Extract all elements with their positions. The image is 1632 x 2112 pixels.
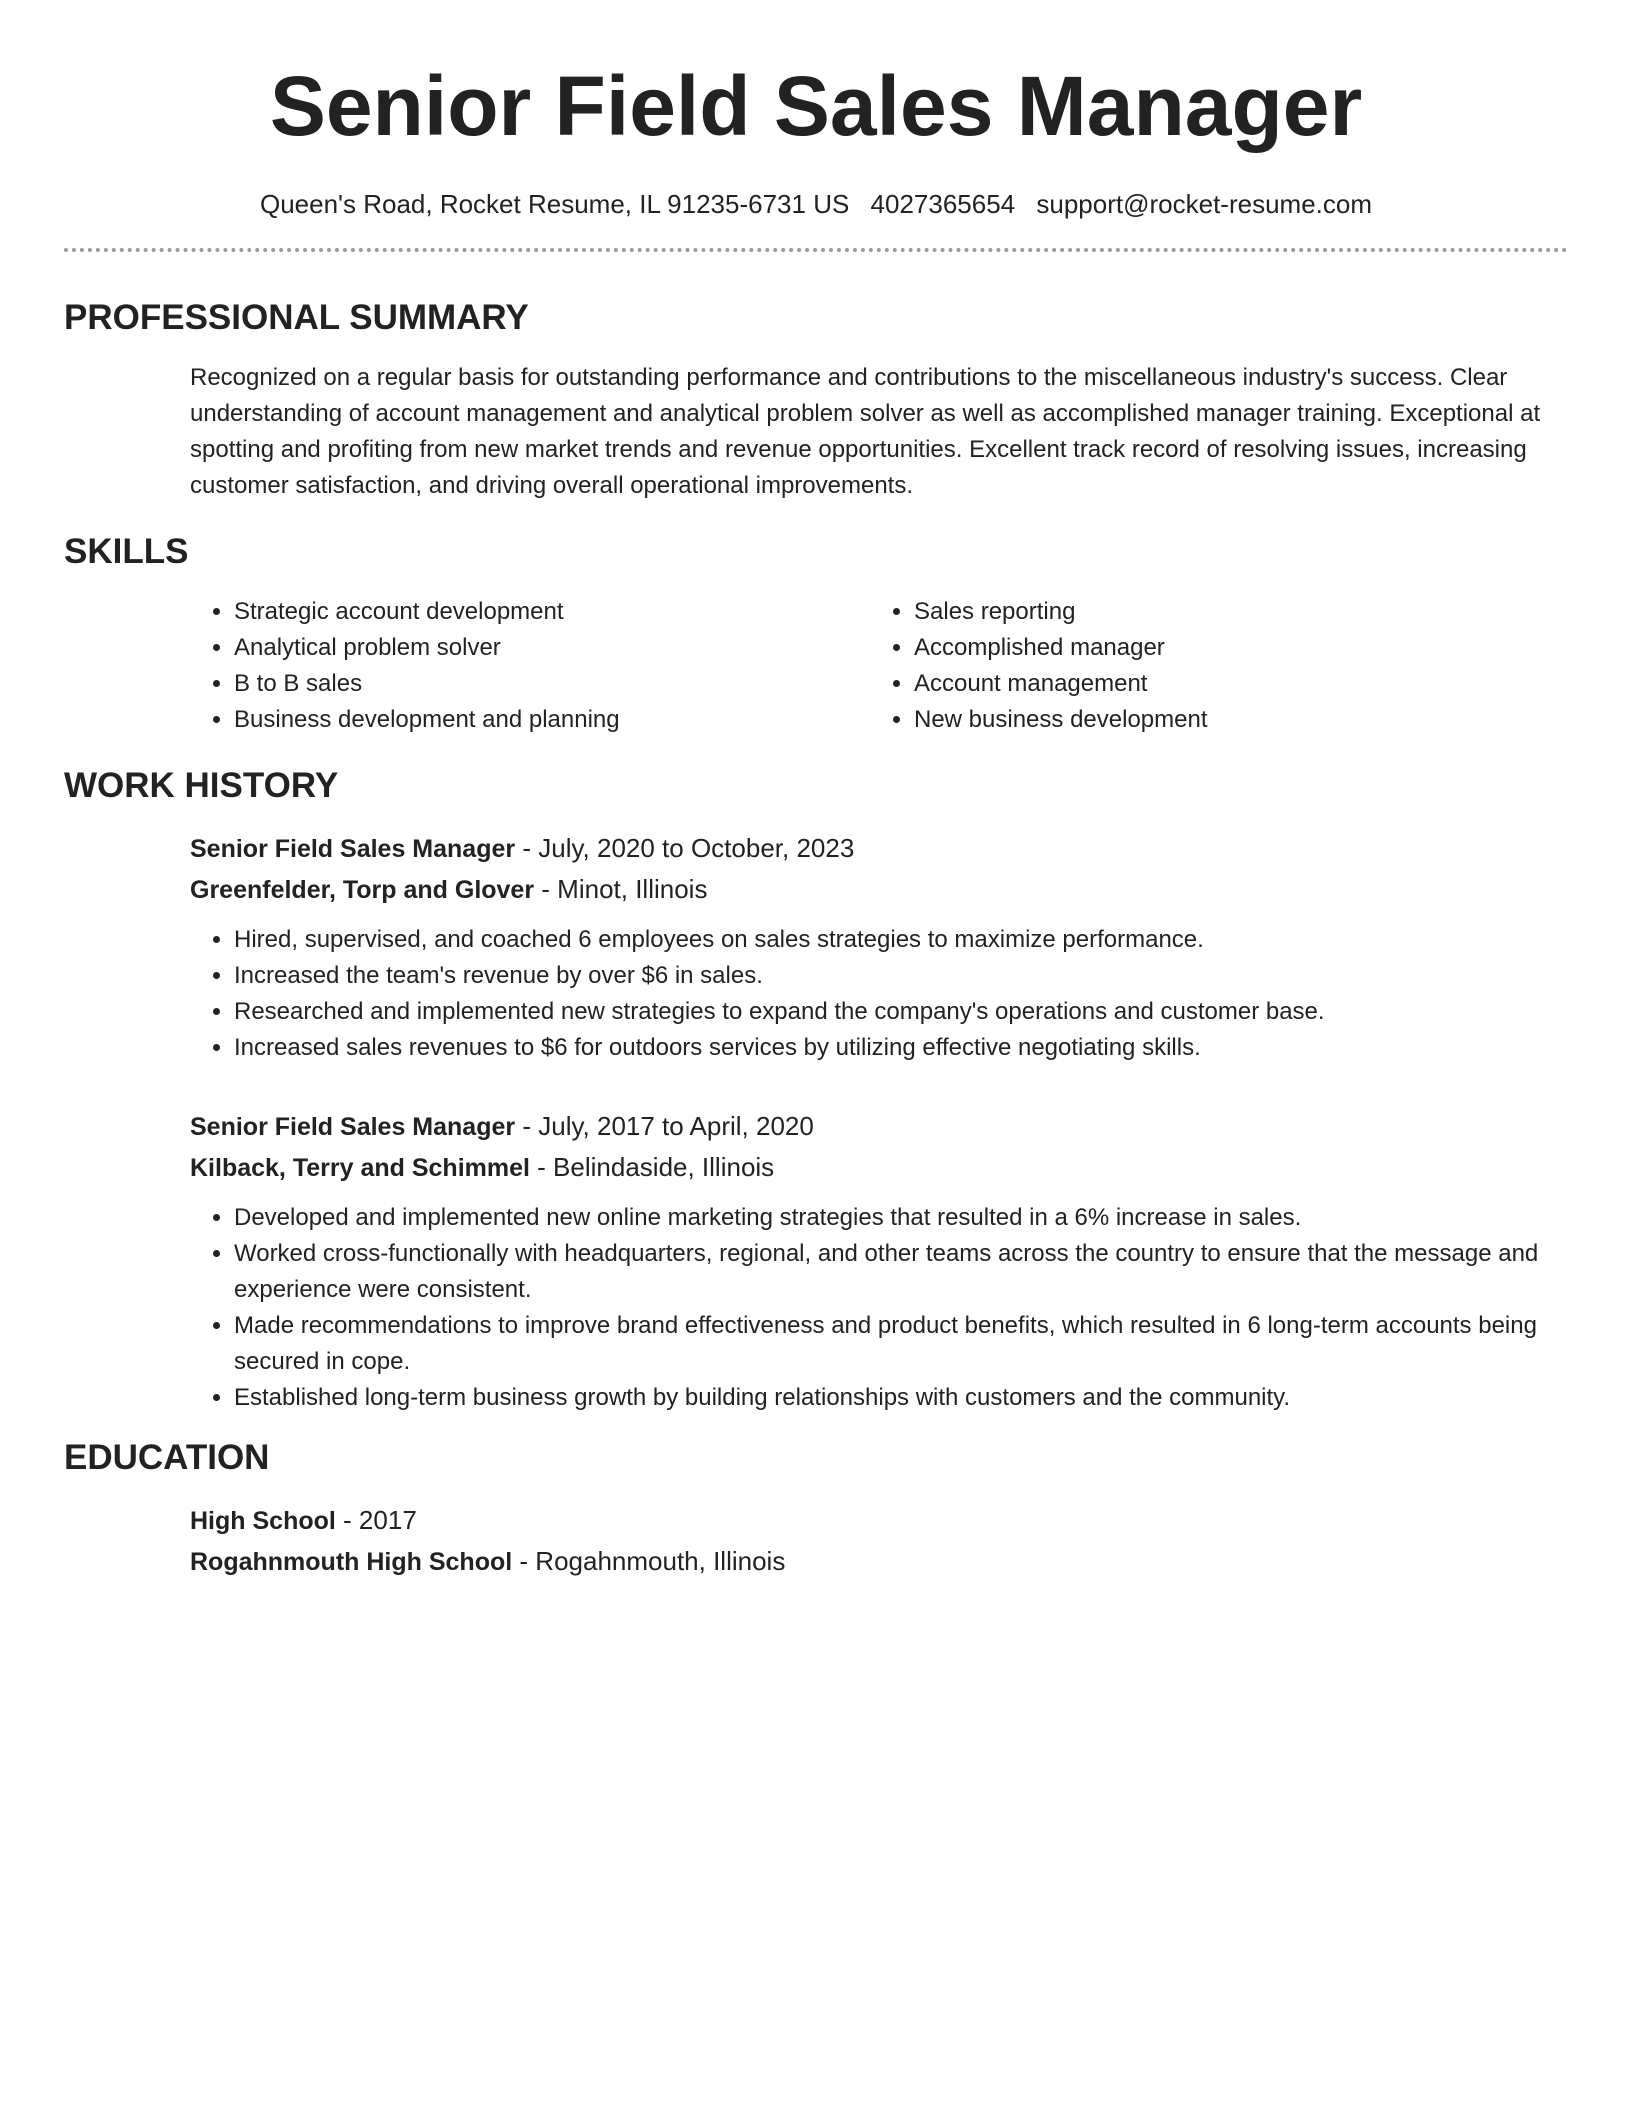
job-bullet: • Developed and implemented new online marketing strategies that resulted in a 6% increase in sales. — [234, 1200, 1568, 1236]
education-heading: EDUCATION — [64, 1438, 270, 1477]
job-bullet: • Hired, supervised, and coached 6 employees on sales strategies to maximize performance. — [234, 922, 1568, 958]
education-degree: High School — [190, 1507, 336, 1535]
skills-list — [190, 594, 1568, 738]
job-bullet: • Made recommendations to improve brand effectiveness and product benefits, which resulted in 6 long-term accounts being secured in cope. — [234, 1308, 1568, 1380]
job-bullet: • Increased sales revenues to $6 for outdoors services by utilizing effective negotiating skills. — [234, 1030, 1568, 1066]
summary-heading: PROFESSIONAL SUMMARY — [64, 298, 529, 337]
header-divider — [64, 248, 1568, 252]
job-bullet: • Researched and implemented new strategies to expand the company's operations and customer base. — [234, 994, 1568, 1030]
job-company: Greenfelder, Torp and Glover — [190, 876, 535, 904]
education-location: - Rogahnmouth, Illinois — [512, 1546, 786, 1576]
contact-line — [64, 186, 1568, 222]
job-company-line — [190, 869, 1568, 910]
education-school-line — [190, 1541, 1568, 1582]
education-year: - 2017 — [335, 1505, 417, 1535]
job-bullet: • Worked cross-functionally with headquarters, regional, and other teams across the country to ensure that the message and experience were consistent. — [234, 1236, 1568, 1308]
job-company-line — [190, 1147, 1568, 1188]
job-bullets — [190, 922, 1568, 1066]
work-history-heading: WORK HISTORY — [64, 766, 339, 805]
job-entry — [190, 1106, 1568, 1416]
contact-phone: 4027365654 — [870, 189, 1016, 219]
education-school: Rogahnmouth High School — [190, 1548, 513, 1576]
job-bullet: • Established long-term business growth by building relationships with customers and the community. — [234, 1380, 1568, 1416]
education-entry — [190, 1500, 1568, 1582]
resume-name: Senior Field Sales Manager — [269, 59, 1363, 153]
skills-column-left — [190, 594, 870, 738]
skill-item: • New business development — [914, 702, 1514, 738]
job-bullets — [190, 1200, 1568, 1416]
skill-item: • Strategic account development — [234, 594, 870, 630]
job-entry — [190, 828, 1568, 1066]
job-bullet: • Increased the team's revenue by over $6 in sales. — [234, 958, 1568, 994]
job-dates: - July, 2020 to October, 2023 — [515, 833, 855, 863]
job-location: - Minot, Illinois — [534, 874, 708, 904]
job-title-line — [190, 828, 1568, 869]
summary-text: Recognized on a regular basis for outstanding performance and contributions to the miscellaneous industry's success. Clear understanding of account management and analytical problem solver as well as accomplished manager training. Exceptional at spotting and profiting from new market trends and revenue opportunities. Excellent track record of resolving issues, increasing customer satisfaction, and driving overall operational improvements. — [190, 364, 1541, 499]
job-dates: - July, 2017 to April, 2020 — [515, 1111, 814, 1141]
job-location: - Belindaside, Illinois — [529, 1152, 775, 1182]
skill-item: • Business development and planning — [234, 702, 870, 738]
education-degree-line — [190, 1500, 1568, 1541]
skills-heading: SKILLS — [64, 532, 189, 571]
job-title-line — [190, 1106, 1568, 1147]
skill-item: • Sales reporting — [914, 594, 1514, 630]
job-role: Senior Field Sales Manager — [190, 1113, 516, 1141]
skill-item: • Analytical problem solver — [234, 630, 870, 666]
job-company: Kilback, Terry and Schimmel — [190, 1154, 530, 1182]
resume-page — [64, 0, 1568, 1582]
contact-address: Queen's Road, Rocket Resume, IL 91235-6731 US — [259, 189, 850, 219]
skill-item: • Accomplished manager — [914, 630, 1514, 666]
job-role: Senior Field Sales Manager — [190, 835, 516, 863]
skill-item: • Account management — [914, 666, 1514, 702]
skill-item: • B to B sales — [234, 666, 870, 702]
skills-column-right — [870, 594, 1514, 738]
contact-email: support@rocket-resume.com — [1036, 189, 1373, 219]
